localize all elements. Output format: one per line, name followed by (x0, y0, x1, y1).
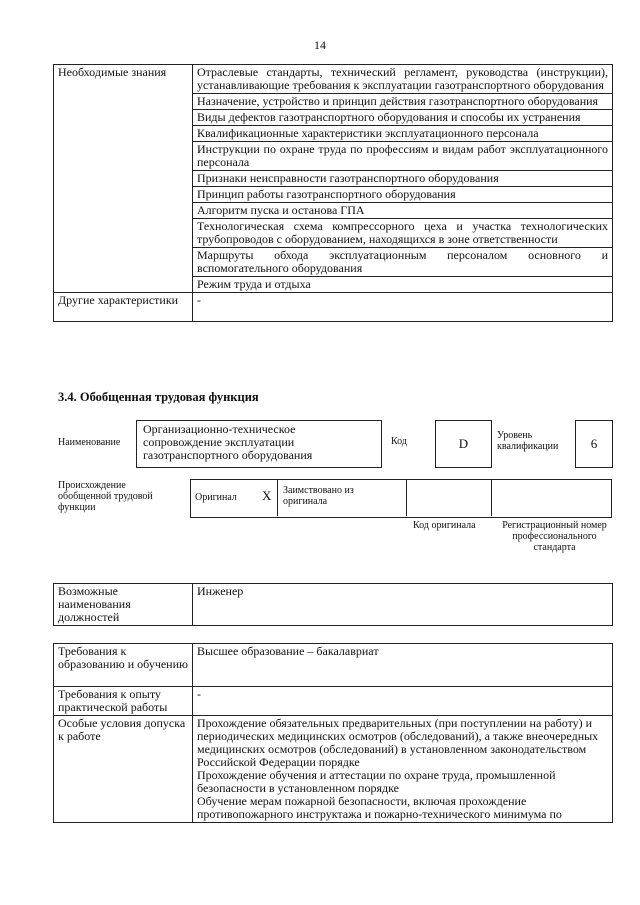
requirement-value: Высшее образование – бакалавриат (193, 644, 613, 687)
level-label: Уровень квалификации (497, 430, 559, 452)
knowledge-item: Отраслевые стандарты, технический регламент, руководства (инструкции), устанавливающие требования к эксплуатации газотранспортного оборудования (193, 65, 613, 94)
code-value: D (458, 436, 469, 451)
knowledge-item: Инструкции по охране труда по профессиям и видам работ эксплуатационного персонала (193, 142, 613, 171)
requirements-table (53, 643, 613, 823)
requirement-value: - (193, 687, 613, 716)
requirement-value: Прохождение обязательных предварительных (при поступлении на работу) и периодических медицинских осмотров (обследований), а также внеочередных медицинских осмотров (обследований) в установленном законодательством Российской Федерации порядке Прохождение обучения и аттестации по охране труда, промышленной безопасности в установленном порядке Обучение мерам пожарной безопасности, включая прохождение противопожарного инструктажа и пожарно-технического минимума по (193, 716, 613, 823)
knowledge-item: Принцип работы газотранспортного оборудования (193, 187, 613, 203)
positions-value: Инженер (193, 584, 613, 626)
knowledge-item: Алгоритм пуска и останова ГПА (193, 203, 613, 219)
function-name: Организационно-техническое сопровождение эксплуатации газотранспортного оборудования (143, 422, 313, 462)
level-box (575, 420, 613, 468)
requirement-label: Требования к образованию и обучению (54, 644, 193, 687)
positions-label: Возможные наименования должностей (54, 584, 193, 626)
knowledge-table (53, 64, 613, 322)
code-original-caption: Код оригинала (413, 520, 476, 531)
positions-table (53, 583, 613, 626)
knowledge-item: Назначение, устройство и принцип действия газотранспортного оборудования (193, 94, 613, 110)
section-title: 3.4. Обобщенная трудовая функция (58, 390, 259, 404)
knowledge-item: Виды дефектов газотранспортного оборудования и способы их устранения (193, 110, 613, 126)
knowledge-label: Необходимые знания (54, 65, 193, 293)
reg-number-caption: Регистрационный номер профессионального стандарта (502, 520, 607, 553)
knowledge-item: Признаки неисправности газотранспортного оборудования (193, 171, 613, 187)
code-box (435, 420, 492, 468)
code-original-cell (406, 479, 492, 516)
knowledge-item: Технологическая схема компрессорного цеха и участка технологических трубопроводов с оборудованием, находящихся в зоне ответственности (193, 219, 613, 248)
knowledge-item: Квалификационные характеристики эксплуатационного персонала (193, 126, 613, 142)
original-label: Оригинал (195, 492, 237, 503)
code-label: Код (391, 436, 407, 447)
origin-label: Происхождение обобщенной трудовой функции (58, 480, 153, 513)
knowledge-item: Маршруты обхода эксплуатационным персоналом основного и вспомогательного оборудования (193, 248, 613, 277)
other-value: - (193, 293, 613, 322)
original-mark: X (262, 488, 272, 503)
other-label: Другие характеристики (54, 293, 193, 322)
borrowed-label: Заимствовано из оригинала (283, 485, 354, 507)
requirement-label: Особые условия допуска к работе (54, 716, 193, 823)
name-box (136, 420, 382, 468)
name-label: Наименование (58, 437, 121, 448)
requirement-label: Требования к опыту практической работы (54, 687, 193, 716)
knowledge-item: Режим труда и отдыха (193, 277, 613, 293)
level-value: 6 (590, 436, 598, 451)
page-number: 14 (314, 38, 326, 52)
